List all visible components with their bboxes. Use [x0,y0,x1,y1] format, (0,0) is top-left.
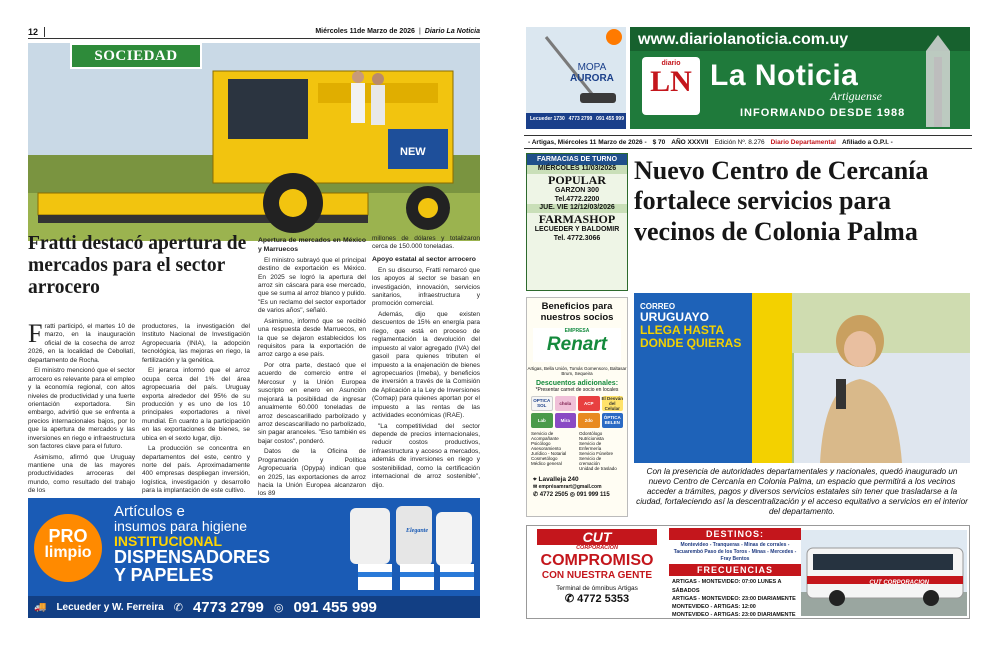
left-headline: Fratti destacó apertura de mercados para el sector arrocero [28,233,247,298]
pharmacy-day-2: JUE. VIE 12/12/03/2026 [527,204,627,213]
frequency-row: ARTIGAS - MONTEVIDEO: 07:00 LUNES A SÁBADOS [672,579,782,594]
service-item: Servicio de Enfermería [579,440,602,451]
ln-logo-letters: LN [650,65,692,98]
correo-sign-line-4: DONDE QUIERAS [640,335,742,350]
benefits-title: Beneficios para nuestros socios [540,301,614,323]
pharmacy-title: FARMACIAS DE TURNO [527,154,627,165]
masthead [524,25,972,131]
correo-sign-line-3: LLEGA HASTA [640,322,724,337]
pharmacy-name-2: FARMASHOP [538,212,616,227]
service-item: Servicio Fúnebre [579,450,614,456]
whatsapp-icon: ◎ [273,601,284,614]
left-folio [28,25,480,39]
col4-paragraph-2: Además, dijo que existen descuentos de 15% en energía para riego, que está en proceso de reglamentación la devolución del impuesto al valor agregado (IVA) del gasoil para quienes tributen el impuesto a la enajenación de bienes agropecuarios (Imeba), y beneficios de inversión a través de la Comisión de Aplicación a la Ley de Inversiones (Comap) para quienes aportan por el impuesto a las rentas de las actividades económicas (IRAE). [372,310,480,420]
pharmacy-day-1: MIÉRCOLES 11/03/2026 [527,165,627,174]
article-column-3 [258,235,366,501]
harvester-photo [28,43,480,241]
correo-sign-line-1: CORREO [640,302,676,311]
col4-paragraph-top: millones de dólares y totalizaron cerca de 150.000 toneladas. [372,235,480,251]
renart-label: EMPRESA [564,327,590,334]
cut-phone-row [527,592,667,605]
col3-paragraph-1: El ministro subrayó que el principal destino de exportación es México. En 2025 se logró la apertura del arroz sin cáscara para ese mercado, que se suma al arroz blanco y pulido. "Es un reclamo del sector exportador de varios años", señaló. [258,256,366,315]
prolimpio-logo [36,528,100,560]
masthead-url[interactable]: www.diariolanoticia.com.uy [638,31,849,48]
article-column-4 [372,235,480,492]
masthead-name: La Noticia [710,59,859,92]
destinos-list: Montevideo - Tranqueras - Minas de corrales - Tacuarembó Paso de los Toros - Minas - Mercedes - Fray Bentos [673,542,797,562]
partner-logo: 2do [578,413,600,428]
prolimpio-line-1: Artículos e [114,503,185,520]
whatsapp-icon: ◎ [569,491,575,498]
location-icon: ⌖ [533,475,537,483]
partner-logo: ACP [578,396,600,411]
service-item: Nutricionista [579,435,604,441]
discounts-title: Descuentos adicionales: [535,379,619,387]
edition-bar [524,135,972,149]
prolimpio-line-2: insumos para higiene [114,518,248,535]
service-item: Cosmetólogo [531,455,558,461]
edition-place-date: - Artigas, Miércoles 11 Marzo de 2026 - [528,138,647,146]
section-tag: SOCIEDAD [70,43,202,69]
col2-paragraph-3: La producción se concentra en departamentos del este, centro y norte del país. Aproximadamente 400 empresas despliegan inversión, logística, investigación y desarrollo para la implantación de este cultivo. [142,445,250,495]
services-left [531,431,575,471]
truck-icon: 🚚 [34,601,47,613]
cut-terminal: Terminal de ómnibus Artigas [556,584,638,592]
edition-price: $ 70 [652,138,666,146]
partner-logo: ÓPTICA BELEN [602,413,624,428]
folio-separator: | [418,28,421,35]
prolimpio-line-5: Y PAPELES [114,565,214,586]
article-column-2 [142,323,250,498]
col3-paragraph-2: Asimismo, informó que se recibió una respuesta desde Marruecos, en la que se dejaron establecidos los requisitos para la exportación de arroz cargo a ese país. [258,317,366,359]
service-item: Odontólogo [579,430,603,436]
renart-address: Artigas, Bella Unión, Tomás Gomensoro, Baltasar Brum, Sequeira [527,365,627,376]
benefits-contact [533,475,621,499]
destinos-title: DESTINOS: [669,528,801,540]
right-page [524,25,972,625]
frequency-row: ARTIGAS - MONTEVIDEO: 23:00 DIARIAMENTE [672,595,796,602]
pharmacy-address-2: LECUEDER Y BALDOMIR [534,226,620,234]
prolimpio-whatsapp[interactable]: 091 455 999 [293,598,377,616]
col1-paragraph-2: El ministro mencionó que el sector arrocero es relevante para el empleo y la economía regional, con altos niveles de productividad y una fuerte orientación exportadora. Sin embargo, advirtió que se enfrenta a precios internacionales bajos, por lo que la apertura de mercados y las inversiones en riego e infraestructura son factores clave para el futuro. [28,367,135,451]
bus-illustration [801,530,967,616]
partner-logo: chola [555,396,577,411]
phone-icon: ✆ [533,491,539,498]
cut-tagline-2: CON NUESTRA GENTE [541,569,653,581]
ln-logo-small: diario [661,60,681,67]
benefits-phone[interactable]: 4772 2505 [539,491,569,498]
cut-logo: CUT [537,529,657,545]
pharmacy-phone-2[interactable]: Tel. 4772.3066 [553,235,601,243]
frecuencias-title: FRECUENCIAS [669,564,801,576]
benefits-whatsapp[interactable]: 091 999 115 [576,491,610,498]
photo-caption: Con la presencia de autoridades departamentales y nacionales, quedó inaugurado un nuevo Centro de Cercanía en Colonia Palma, un espacio que permitirá a los vecinos acceder a trámites, pagos y diversos servicios estatales sin tener que trasladarse a la ciudad, fortaleciendo así la descentralización y el acceso equitativo a servicios en el interior del departamento. [636,467,968,516]
col3-paragraph-3: Por otra parte, destacó que el acuerdo de comercio entre el Mercosur y la Unión Europea suscripto en enero en Asunción mejorará la posibilidad de ingresar anualmente 60.000 toneladas de arroz descascarillado parbolizado y arroz descascarillado no parbolizado, sin pagar aranceles. "Eso también es bajar costos", ponderó. [258,361,366,445]
service-item: Psicólogo [531,440,551,446]
frecuencias-list [669,576,801,619]
cut-logo-sub: CORPORACION [576,545,618,551]
cut-bus-ad[interactable] [526,525,970,619]
mopa-phone[interactable]: 4773 2799 [568,116,593,122]
discounts-subtitle: *Presentar carnet de socio en locales [535,386,619,393]
partner-logo: OPTICA SOL [531,396,553,411]
harvester-illustration [28,43,480,241]
masthead-slogan: INFORMANDO DESDE 1988 [740,107,906,119]
drop-cap: F [28,319,43,348]
services-right [579,431,623,471]
brand-banner [630,27,970,129]
edition-number: Edición Nº. 8.276 [714,138,765,146]
folio-divider [44,27,45,37]
benefits-box [526,297,628,517]
article-column-1 [28,319,135,498]
partner-logo: Lab [531,413,553,428]
service-item: Médico general [531,460,562,466]
partner-logo: Mira [555,413,577,428]
service-item: Servicio de cremación [579,455,602,466]
pharmacy-box [526,153,628,291]
folio-publication: Diario La Noticia [424,28,480,35]
edition-affiliate: Afiliado a O.P.I. - [841,138,893,146]
prolimpio-address: Lecueder y W. Ferreira [56,601,164,613]
cut-phone[interactable]: 4772 5353 [577,592,630,605]
frequency-row: MONTEVIDEO - ARTIGAS: 23:00 DIARIAMENTE [672,612,796,619]
prolimpio-ad[interactable] [28,498,480,618]
col2-paragraph-1: productores, la investigación del Instituto Nacional de Investigación Agropecuaria (INIA), la adopción tecnológica, las mejoras en riego, la fertilización y la genética. [142,323,250,364]
renart-logo [533,328,621,362]
service-item: Asesoramiento Jurídico - Notarial [531,445,567,456]
col3-subhead: Apertura de mercados en México y Marruecos [258,237,366,253]
mopa-title-top: MOPA [577,62,607,73]
benefits-address: Lavalleja 240 [538,475,579,483]
ln-logo [642,57,700,115]
service-item: Servicio de Acompañante [531,430,559,441]
service-item: Unidad de traslado [579,465,617,471]
prolimpio-line-3: INSTITUCIONAL [114,532,223,549]
bus-label: CUT CORPORACION [869,580,929,586]
prolimpio-contact-bar [34,598,474,616]
masthead-subtitle: Artiguense [830,89,882,103]
ceremony-photo [634,293,970,463]
cut-tagline-1: COMPROMISO [540,552,654,569]
phone-icon: ✆ [564,592,575,605]
page-number: 12 [28,26,39,37]
mopa-address: Lecueder 1730 [530,116,565,122]
renart-name: Renart [546,333,608,355]
pharmacy-phone-1[interactable]: Tel.4772.2200 [554,195,600,203]
col1-paragraph-3: Asimismo, afirmó que Uruguay mantiene una de las mayores productividades arroceras del mundo, como resultado del trabajo de los [28,453,135,495]
pharmacy-address-1: GARZON 300 [555,186,599,194]
partner-logos [531,396,623,428]
services-list [531,431,623,471]
col4-subhead: Apoyo estatal al sector arrocero [372,255,476,263]
prolimpio-phone[interactable]: 4773 2799 [192,598,264,616]
col3-paragraph-4: Datos de la Oficina de Programación y Política Agropecuaria (Opypa) indican que en 2025, las exportaciones de arroz hacia la Unión Europea alcanzaron los 89 [258,448,366,498]
col1-paragraph-1: ratti participó, el martes 10 de marzo, en la inauguración oficial de la cosecha de arroz 2026, en la localidad de Cebollatí, departamento de Rocha. [28,323,135,364]
col4-paragraph-1: En su discurso, Fratti remarcó que los apoyos al sector se basan en investigación, innovación, servicios sanitarios, infraestructura y promoción comercial. [372,266,480,308]
edition-type: Diario Departamental [770,138,836,146]
correo-sign [640,303,741,349]
prolimpio-logo-top: PRO [48,526,88,546]
correo-sign-line-2: URUGUAYO [640,310,709,325]
phone-icon: ✆ [173,601,183,614]
mopa-whatsapp[interactable]: 091 455 999 [596,116,624,122]
mopa-ad[interactable] [526,27,626,129]
mopa-title-bottom: AURORA [570,72,614,84]
cut-ad-left [527,526,667,619]
right-headline: Nuevo Centro de Cercanía fortalece servicios para vecinos de Colonia Palma [634,156,929,246]
folio-date: Miércoles 11de Marzo de 2026 [315,28,415,35]
mopa-contact [530,116,624,122]
prolimpio-copy [114,504,270,585]
prolimpio-line-4: DISPENSADORES [114,546,271,567]
frequency-row: MONTEVIDEO - ARTIGAS: 12:00 [672,604,756,610]
col4-paragraph-3: "La competitividad del sector depende de precios internacionales, reducir costos productivos, infraestructura y acceso a mercados, además de inversiones en riego y sostenibilidad, como la certificación internacional de arroz sostenible", dijo. [372,422,480,489]
pharmacy-name-1: POPULAR [548,172,606,187]
left-page [28,25,480,625]
cut-ad-schedule [669,528,801,618]
edition-year: AÑO XXXVII [671,138,709,146]
mail-icon: ✉ [533,483,538,490]
mopa-title [570,63,614,84]
prolimpio-logo-bottom: limpio [44,544,92,562]
partner-logo: El Desván del Celular [601,395,624,411]
col2-paragraph-2: El jerarca informó que el arroz ocupa cerca del 1% del área agropecuaria del país. Uruguay exporta alrededor del 95% de su producción y es uno de los 10 principales exportadores a nivel mundial. En cuanto a la participación en las exportaciones de bienes, se ubica en el sexto lugar, dijo. [142,367,250,442]
product-label: Elegante [406,528,428,534]
svg-text:NEW: NEW [400,146,426,158]
benefits-email[interactable]: emprésamrart@gmail.com [538,483,602,490]
